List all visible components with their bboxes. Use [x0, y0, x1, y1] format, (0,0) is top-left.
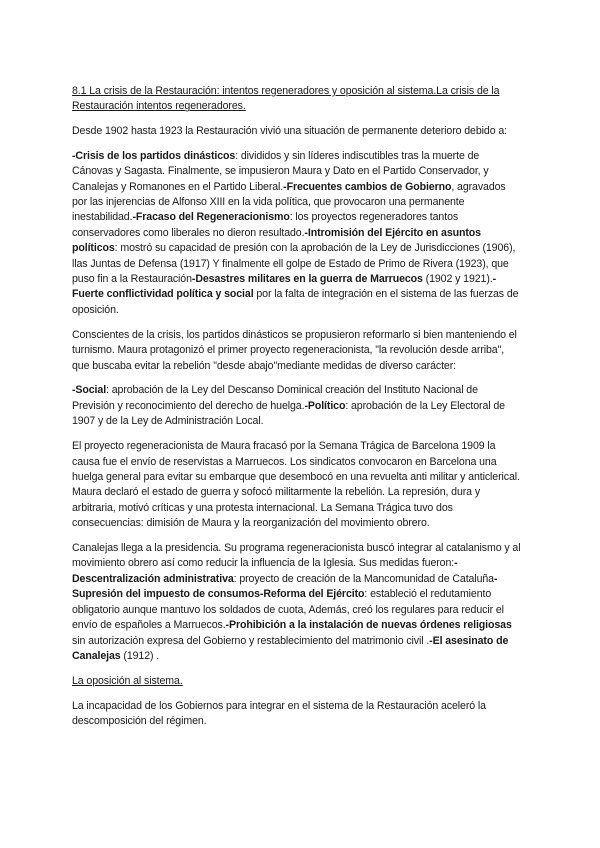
measure-title: -Social	[72, 384, 107, 397]
cause-title: -Desastres militares en la guerra de Marruecos	[191, 272, 423, 285]
canalejas-measure-title: -Prohibición a la instalación de nuevas órdenes religiosas	[225, 619, 512, 632]
cause-title: -Intromisión del Ejército en asuntos políticos	[72, 226, 481, 255]
canalejas-measure-text: sin autorización expresa del Gobierno y restablecimiento del matrimonio civil .	[72, 634, 430, 647]
opposition-heading-text: La oposición al sistema.	[72, 674, 183, 687]
semana-tragica-paragraph: El proyecto regeneracionista de Maura fracasó por la Semana Trágica de Barcelona 1909 la causa fue el envío de reservistas a Marruecos. Los sindicatos convocaron en Barcelona una huelga general para evitar su embarque que desembocó en una revuelta anti militar y anticlerical. Maura declaró el estado de guerra y sofocó militarmente la rebelión. La represión, dura y arbitraria, motivó críticas y una protesta internacional. La Semana Trágica tuvo dos consecuencias: dimisión de Maura y la reorganización del movimiento obrero.	[72, 440, 520, 530]
opposition-heading	[72, 674, 522, 689]
cause-text: , agravados por las injerencias de Alfonso XIII en la vida política, que provocaron una permanente inestabilidad.	[72, 180, 506, 224]
maura-intro-paragraph: Conscientes de la crisis, los partidos dinásticos se propusieron reformarlo si bien manteniendo el turnismo. Maura protagonizó el primer proyecto regeneracionista, "la revolución desde arriba", que buscaba evitar la rebelión "desde abajo"mediante medidas de diverso carácter:	[72, 328, 517, 372]
measure-title: -Político	[304, 399, 346, 412]
opposition-paragraph: La incapacidad de los Gobiernos para integrar en el sistema de la Restauración aceleró la descomposición del régimen.	[72, 699, 486, 728]
canalejas-measure-text: : estableció el redutamiento obligatorio aunque mantuvo los soldados de cuota, Además, creó los regulares para reducir el envío de españoles a Marruecos.	[72, 588, 504, 632]
measure-text: : aprobación de la Ley del Descanso Dominical creación del Instituto Nacional de Previsión y reconocimiento del derecho de huelga.	[72, 384, 478, 412]
cause-text: : mostró su capacidad de presión con la aprobación de la Ley de Jurisdicciones (1906), llas Juntas de Defensa (1917) Y finalmente ell golpe de Estado de Primo de Rivera (1923), que puso fin a la Restauración	[72, 242, 516, 285]
canalejas-measure-text: : proyecto de creación de la Mancomunidad de Cataluña	[233, 572, 494, 585]
section-heading-text: 8.1 La crisis de la Restauración: intentos regeneradores y oposición al sistema.La crisis de la Restauración intentos regeneradores.	[72, 85, 500, 113]
measure-text: : aprobación de la Ley Electoral de 1907 y de la Ley de Administración Local.	[72, 399, 505, 428]
canalejas-lead: Canalejas llega a la presidencia. Su programa regeneracionista buscó integrar al catalanismo y al movimiento obrero así como reducir la influencia de la Iglesia. Sus medidas fueron:	[72, 542, 521, 570]
cause-text: por la falta de integración en el sistema de las fuerzas de oposición.	[72, 288, 519, 316]
canalejas-measure-title: -Supresión del impuesto de consumos	[72, 572, 498, 601]
cause-text: : los proyectos regeneradores tantos conservadores como liberales no dieron resultado.	[72, 211, 459, 239]
cause-title: -Crisis de los partidos dinásticos	[72, 149, 236, 162]
cause-text: : divididos y sin líderes indiscutibles tras la muerte de Cánovas y Sagasta. Finalmente, se impusieron Maura y Dato en el Partido Conservador, y Canalejas y Romanones en el Partido Liberal.	[72, 149, 489, 193]
cause-text: (1902 y 1921).	[422, 272, 493, 285]
cause-title: -Fracaso del Regeneracionismo	[132, 211, 290, 224]
causes-paragraph	[72, 149, 522, 318]
cause-title: -Fuerte conflictividad política y social	[72, 272, 497, 301]
canalejas-measure-title: -Reforma del Ejército	[259, 588, 365, 601]
canalejas-paragraph	[72, 541, 522, 664]
section-heading	[72, 84, 522, 115]
intro-paragraph: Desde 1902 hasta 1923 la Restauración vivió una situación de permanente deterioro debido a:	[72, 124, 507, 137]
canalejas-measure-title: -Descentralización administrativa	[72, 557, 458, 585]
measures-paragraph	[72, 383, 522, 429]
canalejas-measure-text: (1912) .	[120, 649, 160, 662]
document-page	[72, 84, 522, 739]
canalejas-measure-title: -El asesinato de Canalejas	[72, 634, 509, 662]
cause-title: -Frecuentes cambios de Gobierno	[283, 180, 452, 193]
